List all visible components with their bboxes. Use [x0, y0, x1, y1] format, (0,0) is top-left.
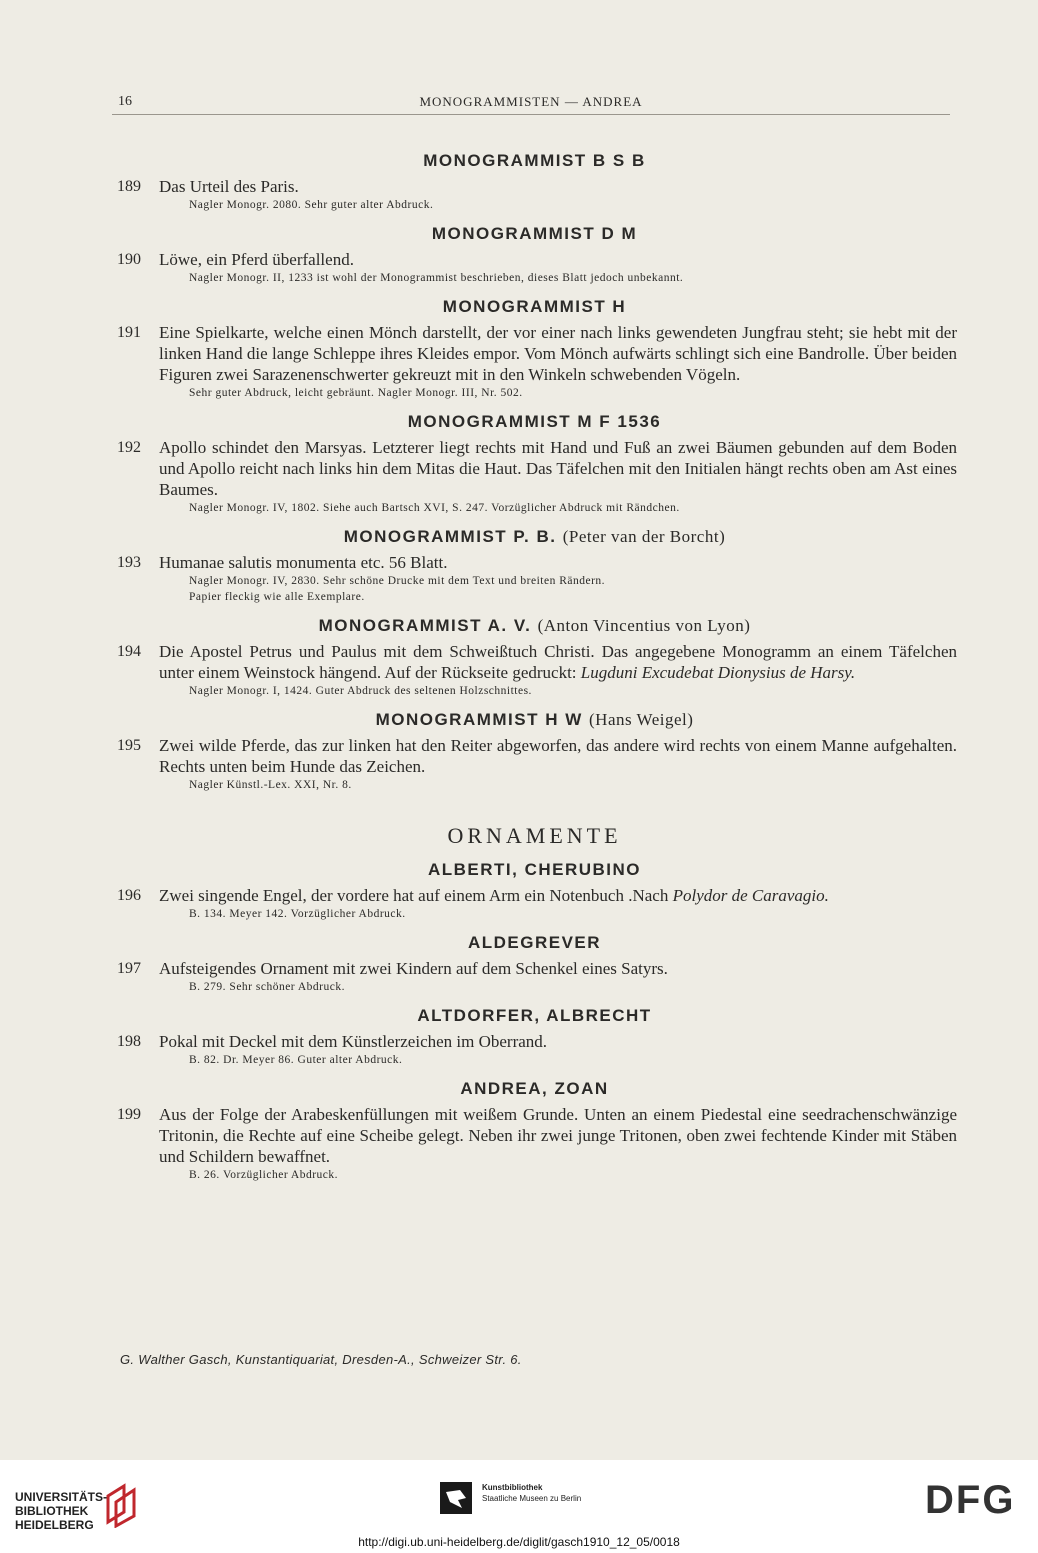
running-header: [112, 92, 950, 115]
catalog-entry: [112, 641, 957, 699]
entry-number: 190: [117, 251, 141, 268]
university-library-logo-icon: [104, 1482, 144, 1528]
entry-description: [159, 249, 957, 270]
entry-number: 189: [117, 178, 141, 195]
section-title: ORNAMENTE: [447, 823, 622, 848]
catalog-entry: [112, 1104, 957, 1183]
artist-heading: [112, 709, 957, 731]
artist-name: MONOGRAMMIST H W: [375, 710, 583, 729]
entry-text: Humanae salutis monumenta etc. 56 Blatt.: [159, 553, 448, 572]
entry-text: Die Apostel Petrus und Paulus mit dem Schweißtuch Christi. Das angegebene Monogramm an einem Täfelchen unter einem Weinstock hängend. Auf der Rückseite gedruckt:: [159, 642, 957, 682]
catalog-entry: [112, 885, 957, 922]
uni-line: UNIVERSITÄTS-: [15, 1490, 108, 1504]
entry-reference-note: Nagler Künstl.-Lex. XXI, Nr. 8.: [189, 779, 352, 791]
entry-text: Aufsteigendes Ornament mit zwei Kindern auf dem Schenkel eines Satyrs.: [159, 959, 668, 978]
entry-reference-note: Nagler Monogr. IV, 2830. Sehr schöne Drucke mit dem Text und breiten Rändern.: [189, 575, 606, 587]
entry-italic-text: Lugduni Excudebat Dionysius de Harsy.: [580, 663, 856, 682]
entry-number: 194: [117, 643, 141, 660]
catalog-entry: [112, 322, 957, 401]
entry-reference-note: B. 82. Dr. Meyer 86. Guter alter Abdruck.: [189, 1054, 403, 1066]
running-title: MONOGRAMMISTEN — ANDREA: [419, 94, 643, 109]
artist-fullname: (Hans Weigel): [589, 710, 694, 729]
artist-heading: [112, 615, 957, 637]
entry-text: Löwe, ein Pferd überfallend.: [159, 250, 354, 269]
page-number: 16: [118, 94, 132, 109]
artist-name: ALDEGREVER: [467, 933, 602, 952]
entry-text: Das Urteil des Paris.: [159, 177, 299, 196]
kunstbibliothek-logo-icon: [440, 1482, 472, 1514]
artist-name: MONOGRAMMIST A. V.: [318, 616, 532, 635]
entry-description: [159, 322, 957, 385]
uni-line: BIBLIOTHEK: [15, 1504, 89, 1518]
university-library-name: [15, 1490, 107, 1532]
entry-number: 192: [117, 439, 141, 456]
kb-title: Kunstbibliothek: [482, 1483, 543, 1492]
source-url-link[interactable]: http://digi.ub.uni-heidelberg.de/diglit/gasch1910_12_05/0018: [358, 1535, 680, 1549]
artist-heading: [112, 150, 957, 172]
entry-number: 195: [117, 737, 141, 754]
entry-number: 199: [117, 1106, 141, 1123]
artist-name: MONOGRAMMIST B S B: [423, 151, 646, 170]
catalog-entry: [112, 176, 957, 213]
publisher-line: G. Walther Gasch, Kunstantiquariat, Dresden-A., Schweizer Str. 6.: [120, 1352, 522, 1367]
entry-reference-note: Nagler Monogr. I, 1424. Guter Abdruck des seltenen Holzschnittes.: [189, 685, 532, 697]
entry-text: Pokal mit Deckel mit dem Künstlerzeichen im Oberrand.: [159, 1032, 548, 1051]
entry-reference-note: B. 279. Sehr schöner Abdruck.: [189, 981, 345, 993]
entry-reference-note: B. 26. Vorzüglicher Abdruck.: [189, 1169, 339, 1181]
artist-heading: [112, 932, 957, 954]
artist-fullname: (Peter van der Borcht): [562, 527, 726, 546]
catalog-entry: [112, 735, 957, 793]
catalog-entry: [112, 958, 957, 995]
entry-description: [159, 641, 957, 683]
artist-name: MONOGRAMMIST D M: [431, 224, 638, 243]
entry-text: Apollo schindet den Marsyas. Letzterer liegt rechts mit Hand und Fuß an zwei Bäumen gebunden auf dem Boden und Apollo reicht nach links hin dem Mitas die Haut. Das Täfelchen mit den Initialen hängt rechts oben am Ast eines Baumes.: [159, 438, 957, 499]
entry-description: [159, 437, 957, 500]
artist-heading: [112, 411, 957, 433]
artist-heading: [112, 1005, 957, 1027]
entry-reference-note: B. 134. Meyer 142. Vorzüglicher Abdruck.: [189, 908, 406, 920]
entry-number: 191: [117, 324, 141, 341]
entry-number: 193: [117, 554, 141, 571]
kb-subtitle: Staatliche Museen zu Berlin: [482, 1494, 582, 1503]
digitization-footer: [0, 1460, 1038, 1553]
entry-number: 198: [117, 1033, 141, 1050]
artist-name: MONOGRAMMIST P. B.: [343, 527, 557, 546]
artist-heading: [112, 296, 957, 318]
entry-description: [159, 552, 957, 573]
artist-heading: [112, 526, 957, 548]
entry-description: [159, 1031, 957, 1052]
entry-text: Eine Spielkarte, welche einen Mönch darstellt, der vor einer nach links gewendeten Jungfrau steht; sie hebt mit der linken Hand die lange Schleppe ihres Kleides empor. Vom Mönch aufwärts schlingt sich eine Bandrolle. Über beiden Figuren zwei Sarazenenschwerter gekreuzt mit in den Winkeln schwebenden Vögeln.: [159, 323, 957, 384]
uni-line: HEIDELBERG: [15, 1518, 94, 1532]
entry-text: Zwei singende Engel, der vordere hat auf einem Arm ein Notenbuch .Nach: [159, 886, 669, 905]
artist-name: ANDREA, ZOAN: [460, 1079, 609, 1098]
entry-description: [159, 176, 957, 197]
artist-name: MONOGRAMMIST H: [442, 297, 627, 316]
entry-number: 197: [117, 960, 141, 977]
dfg-logo: DFG: [925, 1478, 1016, 1522]
entry-number: 196: [117, 887, 141, 904]
artist-name: ALTDORFER, ALBRECHT: [417, 1006, 652, 1025]
artist-name: MONOGRAMMIST M F 1536: [407, 412, 662, 431]
artist-name: ALBERTI, CHERUBINO: [427, 860, 642, 879]
catalog-entry: [112, 437, 957, 516]
catalog-entry: [112, 552, 957, 605]
catalog-entry: [112, 1031, 957, 1068]
catalog-content: [112, 140, 957, 1183]
entry-description: [159, 958, 957, 979]
artist-heading: [112, 859, 957, 881]
entry-reference-note: Nagler Monogr. 2080. Sehr guter alter Abdruck.: [189, 199, 434, 211]
artist-heading: [112, 1078, 957, 1100]
entry-italic-text: Polydor de Caravagio.: [672, 886, 829, 905]
entry-description: [159, 1104, 957, 1167]
entry-reference-note: Sehr guter Abdruck, leicht gebräunt. Nagler Monogr. III, Nr. 502.: [189, 387, 523, 399]
entry-description: [159, 735, 957, 777]
kunstbibliothek-label: [482, 1482, 581, 1504]
entry-reference-note: Nagler Monogr. II, 1233 ist wohl der Monogrammist beschrieben, dieses Blatt jedoch unbekannt.: [189, 272, 684, 284]
entry-text: Aus der Folge der Arabeskenfüllungen mit weißem Grunde. Unten an einem Piedestal eine seedrachenschwänzige Tritonin, die Rechte auf eine Scheibe gelegt. Neben ihr zwei junge Tritonen, oben zwei fechtende Kinder mit Stäben und Schildern bewaffnet.: [159, 1105, 957, 1166]
entry-reference-note: Papier fleckig wie alle Exemplare.: [189, 591, 365, 603]
catalog-entry: [112, 249, 957, 286]
artist-fullname: (Anton Vincentius von Lyon): [537, 616, 751, 635]
entry-description: [159, 885, 957, 906]
entry-text: Zwei wilde Pferde, das zur linken hat den Reiter abgeworfen, das andere wird rechts von einem Manne aufgehalten. Rechts unten beim Hunde das Zeichen.: [159, 736, 957, 776]
entry-reference-note: Nagler Monogr. IV, 1802. Siehe auch Bartsch XVI, S. 247. Vorzüglicher Abdruck mit Rändchen.: [189, 502, 680, 514]
artist-heading: [112, 223, 957, 245]
